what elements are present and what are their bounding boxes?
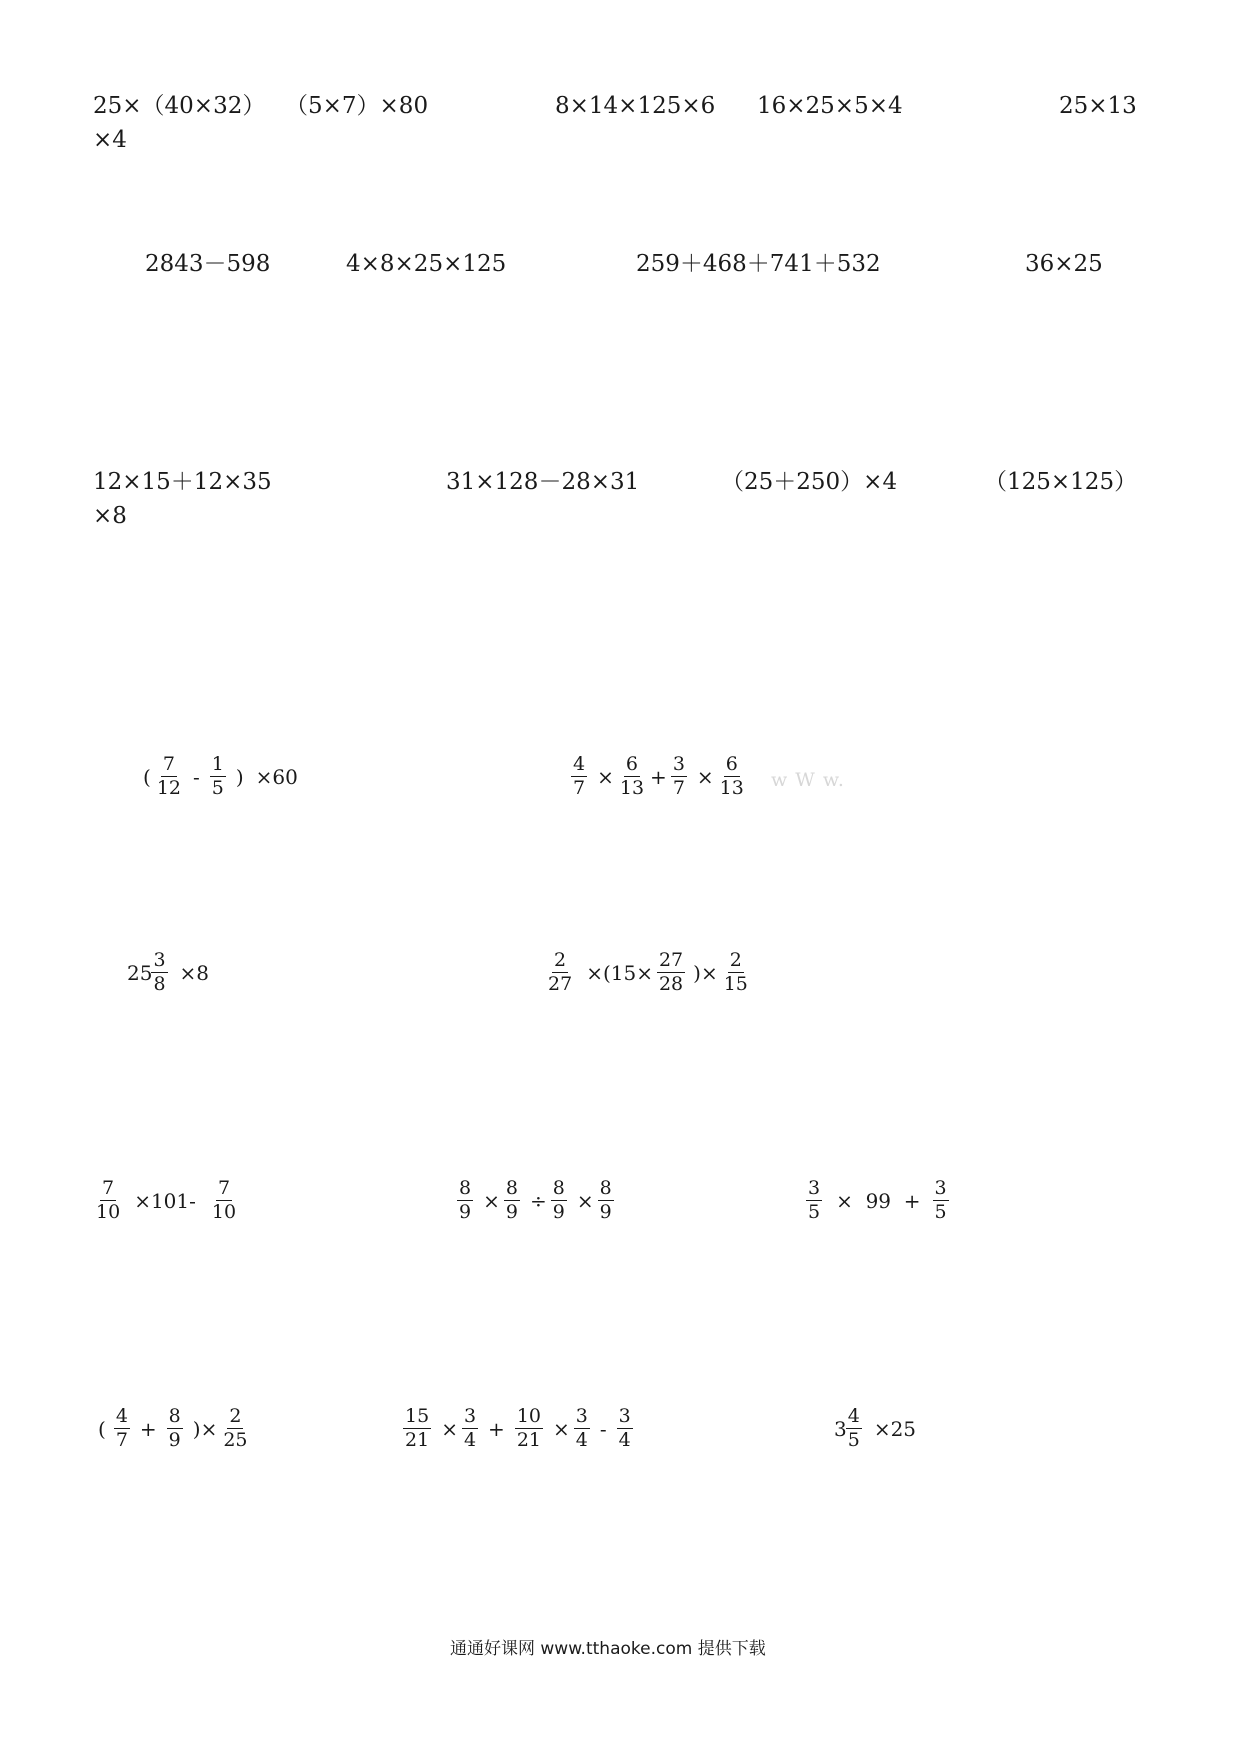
fraction: $\frac{2}{15}$: [723, 949, 748, 995]
minus-sign: -: [193, 764, 200, 789]
plus-sign: +: [488, 1416, 505, 1441]
fraction: $\frac{3}{4}$: [618, 1405, 631, 1451]
mixed-number-whole: 25: [127, 960, 153, 985]
fraction: $\frac{7}{12}$: [156, 753, 181, 799]
middle-operation: × 99 +: [836, 1188, 921, 1213]
footer-credit: 通通好课网 www.tthaoke.com 提供下载: [450, 1639, 766, 1659]
problem-1-1: 25×（40×32）: [93, 93, 266, 119]
fraction: $\frac{2}{27}$: [548, 949, 573, 995]
mixed-number-whole: 3: [834, 1416, 847, 1441]
fraction: $\frac{6}{13}$: [619, 753, 645, 799]
problem-3-3: （25＋250）×4: [721, 469, 898, 495]
fraction: $\frac{3}{7}$: [672, 753, 685, 799]
open-paren: (: [98, 1416, 106, 1441]
fraction: $\frac{1}{5}$: [211, 753, 224, 799]
problem-2-2: 4×8×25×125: [346, 251, 507, 277]
watermark: w W w.: [771, 769, 845, 791]
problem-1-3: 8×14×125×6: [555, 93, 716, 119]
fraction-problem-6: [454, 1178, 617, 1223]
fraction: $\frac{3}{4}$: [463, 1405, 477, 1451]
fraction: $\frac{3}{5}$: [808, 1177, 821, 1223]
fraction: $\frac{8}{9}$: [168, 1405, 181, 1451]
fraction-problem-9: [400, 1406, 636, 1451]
problem-2-4: 36×25: [1025, 251, 1103, 277]
problem-1-4: 16×25×5×4: [757, 93, 903, 119]
fraction: $\frac{8}{9}$: [599, 1177, 612, 1223]
times-sign: ×: [576, 1188, 594, 1213]
fraction: $\frac{8}{9}$: [552, 1177, 565, 1223]
fraction: $\frac{4}{7}$: [573, 753, 586, 799]
fraction: $\frac{27}{28}$: [658, 949, 684, 995]
plus-sign: +: [650, 764, 667, 789]
fraction-problem-8: [97, 1406, 253, 1451]
close-paren: ): [235, 764, 244, 789]
tail-operation: ×8: [179, 960, 210, 985]
fraction-problem-7: [803, 1178, 952, 1223]
fraction-problem-2: [568, 754, 749, 799]
fraction-problem-4: [543, 950, 753, 995]
problem-3-4: （125×125）: [984, 469, 1138, 495]
fraction: $\frac{10}{21}$: [516, 1405, 541, 1451]
fraction: $\frac{7}{10}$: [96, 1177, 121, 1223]
problem-1-5: 25×13: [1059, 93, 1137, 119]
tail-operation: ×60: [255, 764, 298, 789]
fraction: $\frac{8}{9}$: [459, 1177, 472, 1223]
fraction: $\frac{8}{9}$: [505, 1177, 518, 1223]
problem-1-2: （5×7）×80: [285, 93, 429, 119]
fraction: $\frac{15}{21}$: [405, 1405, 430, 1451]
middle-operation: ×101-: [134, 1188, 196, 1213]
divide-sign: ÷: [529, 1188, 547, 1213]
close-operation: )×: [693, 960, 718, 985]
problem-3-wrap: ×8: [93, 503, 127, 529]
close-operation: )×: [192, 1416, 218, 1441]
times-sign: ×: [597, 764, 614, 789]
problem-2-3: 259＋468＋741＋532: [636, 251, 881, 277]
fraction: $\frac{4}{5}$: [847, 1405, 860, 1451]
fraction-problem-3: [127, 950, 210, 995]
problem-3-2: 31×128－28×31: [446, 469, 640, 495]
problem-3-1: 12×15＋12×35: [93, 469, 272, 495]
minus-sign: -: [599, 1416, 607, 1441]
times-sign: ×: [553, 1416, 570, 1441]
tail-operation: ×25: [873, 1416, 917, 1441]
plus-sign: +: [139, 1416, 157, 1441]
fraction: $\frac{4}{7}$: [115, 1405, 128, 1451]
fraction: $\frac{6}{13}$: [719, 753, 744, 799]
problem-1-wrap: ×4: [93, 127, 127, 153]
times-sign: ×: [441, 1416, 458, 1441]
fraction: $\frac{7}{10}$: [211, 1177, 237, 1223]
fraction: $\frac{3}{8}$: [153, 949, 166, 995]
open-paren: (: [143, 764, 151, 789]
problem-2-1: 2843－598: [145, 251, 271, 277]
fraction: $\frac{3}{4}$: [575, 1405, 588, 1451]
fraction-problem-1: [142, 754, 299, 799]
times-sign: ×: [483, 1188, 500, 1213]
times-sign: ×: [696, 764, 714, 789]
fraction: $\frac{3}{5}$: [934, 1177, 947, 1223]
middle-operation: ×(15×: [586, 960, 653, 985]
fraction: $\frac{2}{25}$: [223, 1405, 248, 1451]
fraction-problem-10: [834, 1406, 917, 1451]
fraction-problem-5: [91, 1178, 241, 1223]
